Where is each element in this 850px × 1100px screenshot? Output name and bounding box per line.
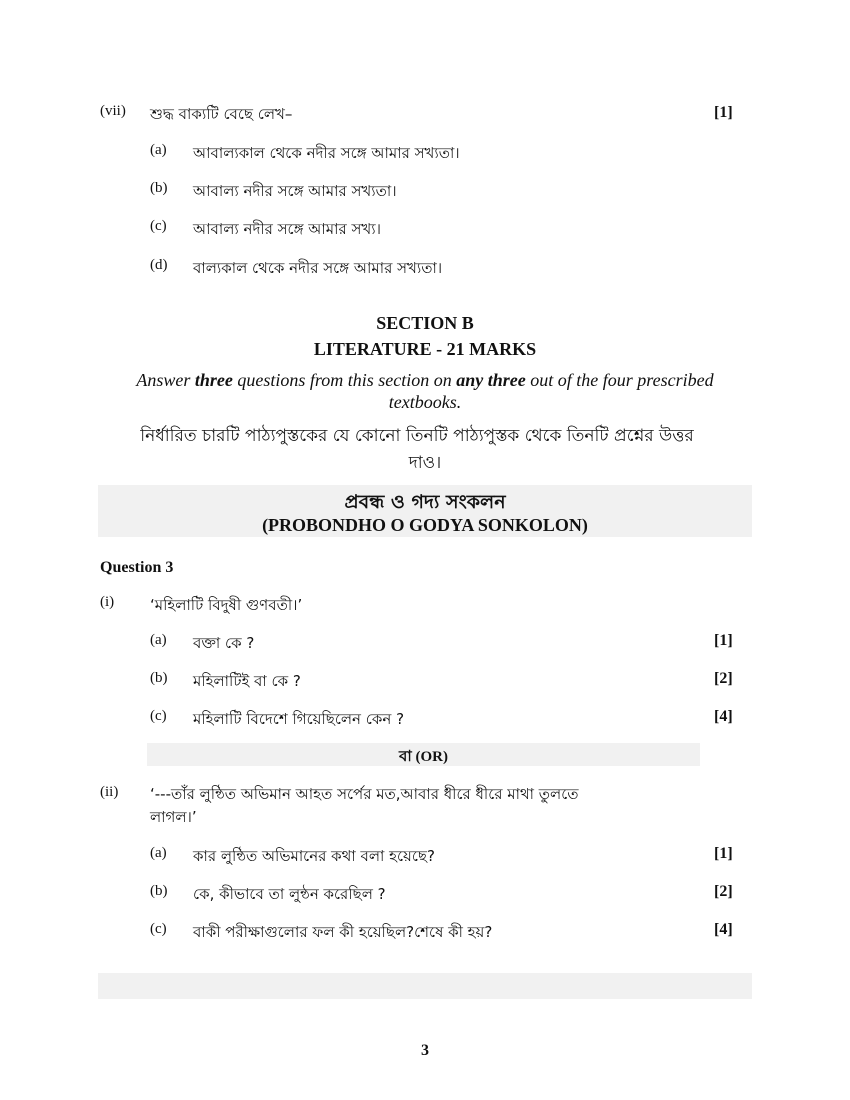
page-number: 3 — [421, 1042, 429, 1059]
or-bengali: বা — [399, 747, 412, 765]
part-ii-number: (ii) — [100, 784, 119, 800]
option-text: বাকী পরীক্ষাগুলোর ফল কী হয়েছিল?শেষে কী হয়? — [193, 923, 493, 941]
option-text: আবাল্য নদীর সঙ্গে আমার সখ্য। — [193, 220, 381, 238]
section-instructions-line2: textbooks. — [388, 392, 462, 412]
option-text: কার লুন্ঠিত অভিমানের কথা বলা হয়েছে? — [193, 847, 435, 865]
instr-text: questions from this section on — [232, 370, 457, 390]
option-label: (d) — [150, 257, 168, 273]
option-label: (c) — [150, 218, 167, 234]
option-marks: [2] — [714, 670, 733, 687]
part-i-quote: ‘মহিলাটি বিদুষী গুণবতী।’ — [150, 596, 303, 614]
book-title-bengali: প্রবন্ধ ও গদ্য সংকলন — [344, 491, 506, 513]
bottom-band — [98, 973, 752, 999]
option-text: বক্তা কে ? — [193, 634, 255, 652]
option-label: (a) — [150, 845, 167, 861]
option-marks: [4] — [714, 921, 733, 938]
question-heading: Question 3 — [100, 559, 174, 576]
option-text: বাল্যকাল থেকে নদীর সঙ্গে আমার সখ্যতা। — [193, 259, 443, 277]
option-text: মহিলাটিই বা কে ? — [193, 672, 301, 690]
section-title: SECTION B — [376, 313, 474, 333]
instr-text: out of the four prescribed — [525, 370, 714, 390]
option-label: (c) — [150, 708, 167, 724]
option-label: (b) — [150, 670, 168, 686]
part-ii-quote-line2: লাগল।’ — [150, 808, 197, 826]
part-i-number: (i) — [100, 594, 115, 610]
option-text: কে, কীভাবে তা লুন্ঠন করেছিল ? — [193, 885, 386, 903]
part-ii-quote: ‘---তাঁর লুন্ঠিত অভিমান আহত সর্পের মত,আবার ধীরে ধীরে মাথা তুলতে — [150, 785, 579, 803]
book-title-roman: (PROBONDHO O GODYA SONKOLON) — [262, 515, 588, 535]
option-marks: [1] — [714, 632, 733, 649]
option-label: (a) — [150, 632, 167, 648]
question-vii-marks: [1] — [714, 104, 733, 121]
option-label: (a) — [150, 142, 167, 158]
option-text: আবাল্য নদীর সঙ্গে আমার সখ্যতা। — [193, 182, 397, 200]
option-text: আবাল্যকাল থেকে নদীর সঙ্গে আমার সখ্যতা। — [193, 144, 460, 162]
instr-text: Answer — [136, 370, 195, 390]
instr-bold: any three — [456, 370, 526, 390]
question-vii-stem: শুদ্ধ বাক্যটি বেছে লেখ– — [150, 105, 293, 123]
option-marks: [4] — [714, 708, 733, 725]
option-text: মহিলাটি বিদেশে গিয়েছিলেন কেন ? — [193, 710, 405, 728]
section-subtitle: LITERATURE - 21 MARKS — [313, 339, 537, 359]
bengali-instructions-line2: দাও। — [408, 453, 442, 473]
bengali-instructions: নির্ধারিত চারটি পাঠ্যপুস্তকের যে কোনো তিনটি পাঠ্যপুস্তক থেকে তিনটি প্রশ্নের উত্তর — [140, 426, 694, 446]
option-marks: [2] — [714, 883, 733, 900]
option-label: (b) — [150, 883, 168, 899]
section-instructions — [0, 370, 850, 391]
option-label: (b) — [150, 180, 168, 196]
instr-bold: three — [194, 370, 233, 390]
question-vii-number: (vii) — [100, 103, 126, 119]
option-label: (c) — [150, 921, 167, 937]
or-english: (OR) — [411, 749, 448, 765]
option-marks: [1] — [714, 845, 733, 862]
or-divider — [147, 745, 700, 770]
